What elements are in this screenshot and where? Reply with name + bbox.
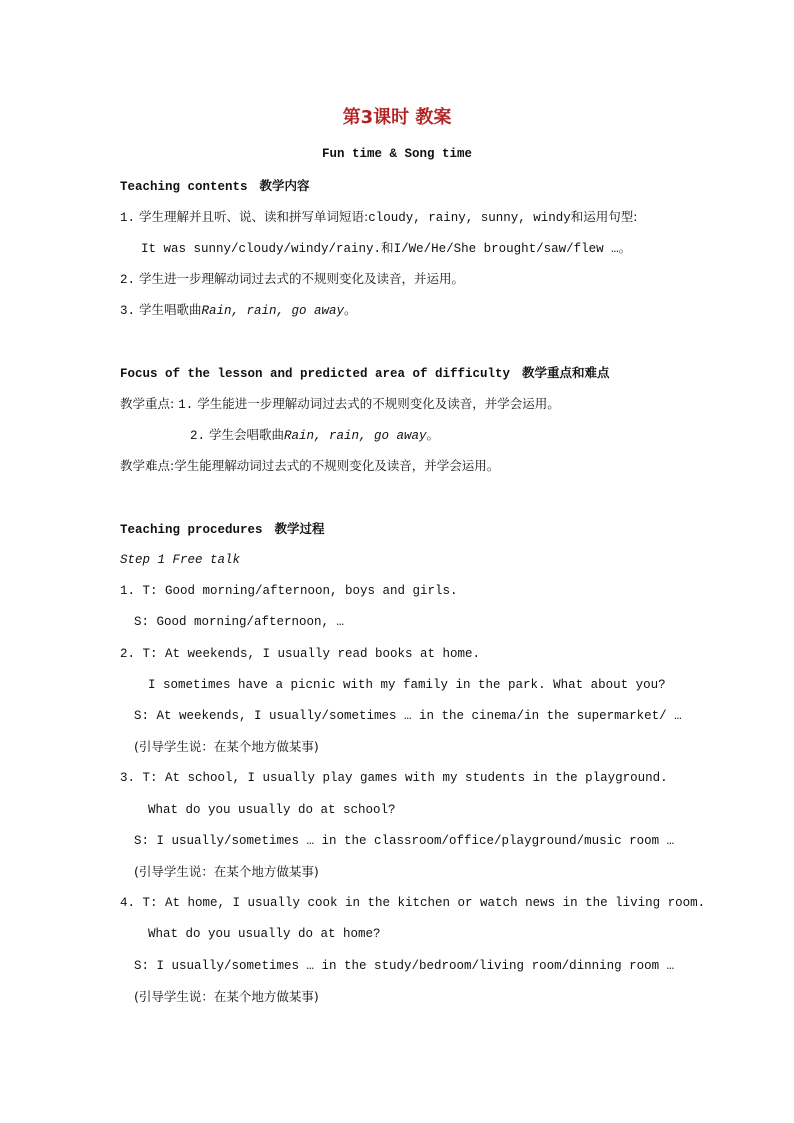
dialogue-line: I sometimes have a picnic with my family in the park. What about you? xyxy=(148,678,666,692)
song-title: Rain, rain, go away xyxy=(284,429,427,443)
contents-heading xyxy=(120,178,309,195)
key-label: 教学重点: xyxy=(120,396,175,411)
dialogue-line: 3. T: At school, I usually play games with my students in the playground. xyxy=(120,771,668,785)
item-text: 学生能进一步理解动词过去式的不规则变化及读音，并学会运用。 xyxy=(197,396,560,411)
dialogue-line: 4. T: At home, I usually cook in the kitchen or watch news in the living room. xyxy=(120,896,706,910)
punctuation: 。 xyxy=(618,240,632,255)
contents-heading-en: Teaching contents xyxy=(120,180,248,194)
conjunction: 和 xyxy=(381,240,394,255)
item-number: 2. xyxy=(120,273,136,287)
guide-note: (引导学生说：在某个地方做某事) xyxy=(134,989,319,1004)
item-number: 3. xyxy=(120,304,136,318)
item-text: 学生理解并且听、说、读和拼写单词短语: xyxy=(139,209,369,224)
contents-item-2 xyxy=(120,271,464,288)
item-text: 学生进一步理解动词过去式的不规则变化及读音，并运用。 xyxy=(139,271,465,286)
song-title: Rain, rain, go away xyxy=(201,304,345,318)
focus-heading xyxy=(120,365,610,382)
item-number: 1. xyxy=(178,398,194,412)
item-number: 1. xyxy=(120,211,136,225)
guide-note: (引导学生说：在某个地方做某事) xyxy=(134,864,319,879)
difficulty-label: 教学难点: xyxy=(120,458,175,473)
dialogue-line: S: I usually/sometimes … in the classroom/office/playground/music room … xyxy=(134,834,675,848)
item-text: 学生能理解动词过去式的不规则变化及读音，并学会运用。 xyxy=(174,458,500,473)
dialogue-line: What do you usually do at school? xyxy=(148,803,396,817)
page-title: 第3课时 教案 xyxy=(342,107,452,128)
dialogue-line: S: At weekends, I usually/sometimes … in the cinema/in the supermarket/ … xyxy=(134,709,682,723)
guide-note: (引导学生说：在某个地方做某事) xyxy=(134,739,319,754)
procedures-heading-en: Teaching procedures xyxy=(120,523,263,537)
sentence-pattern: I/We/He/She brought/saw/flew … xyxy=(393,242,619,256)
step-1-title: Step 1 Free talk xyxy=(120,553,241,567)
dialogue-line: 1. T: Good morning/afternoon, boys and girls. xyxy=(120,584,458,598)
sentence-pattern: It was sunny/cloudy/windy/rainy. xyxy=(141,242,382,256)
focus-heading-cn: 教学重点和难点 xyxy=(522,365,610,380)
punctuation: 。 xyxy=(426,427,440,442)
punctuation: 。 xyxy=(344,302,357,317)
focus-key-1 xyxy=(120,396,560,413)
dialogue-line: 2. T: At weekends, I usually read books at home. xyxy=(120,647,481,661)
contents-item-1 xyxy=(120,209,637,226)
contents-item-1-line-2 xyxy=(141,240,631,257)
contents-heading-cn: 教学内容 xyxy=(259,178,310,193)
procedures-heading xyxy=(120,521,324,538)
dialogue-line: S: I usually/sometimes … in the study/bedroom/living room/dinning room … xyxy=(134,959,675,973)
focus-key-2 xyxy=(190,427,439,444)
item-words: cloudy, rainy, sunny, windy xyxy=(368,211,571,225)
procedures-heading-cn: 教学过程 xyxy=(274,521,325,536)
item-text: 学生会唱歌曲 xyxy=(209,427,285,442)
dialogue-line: S: Good morning/afternoon, … xyxy=(134,615,345,629)
focus-difficulty xyxy=(120,458,499,474)
page-subtitle: Fun time & Song time xyxy=(321,147,473,161)
item-text: 学生唱歌曲 xyxy=(139,302,202,317)
item-text: 和运用句型: xyxy=(570,209,638,224)
contents-item-3 xyxy=(120,302,357,319)
focus-heading-en: Focus of the lesson and predicted area of difficulty xyxy=(120,367,511,381)
item-number: 2. xyxy=(190,429,206,443)
dialogue-line: What do you usually do at home? xyxy=(148,927,381,941)
